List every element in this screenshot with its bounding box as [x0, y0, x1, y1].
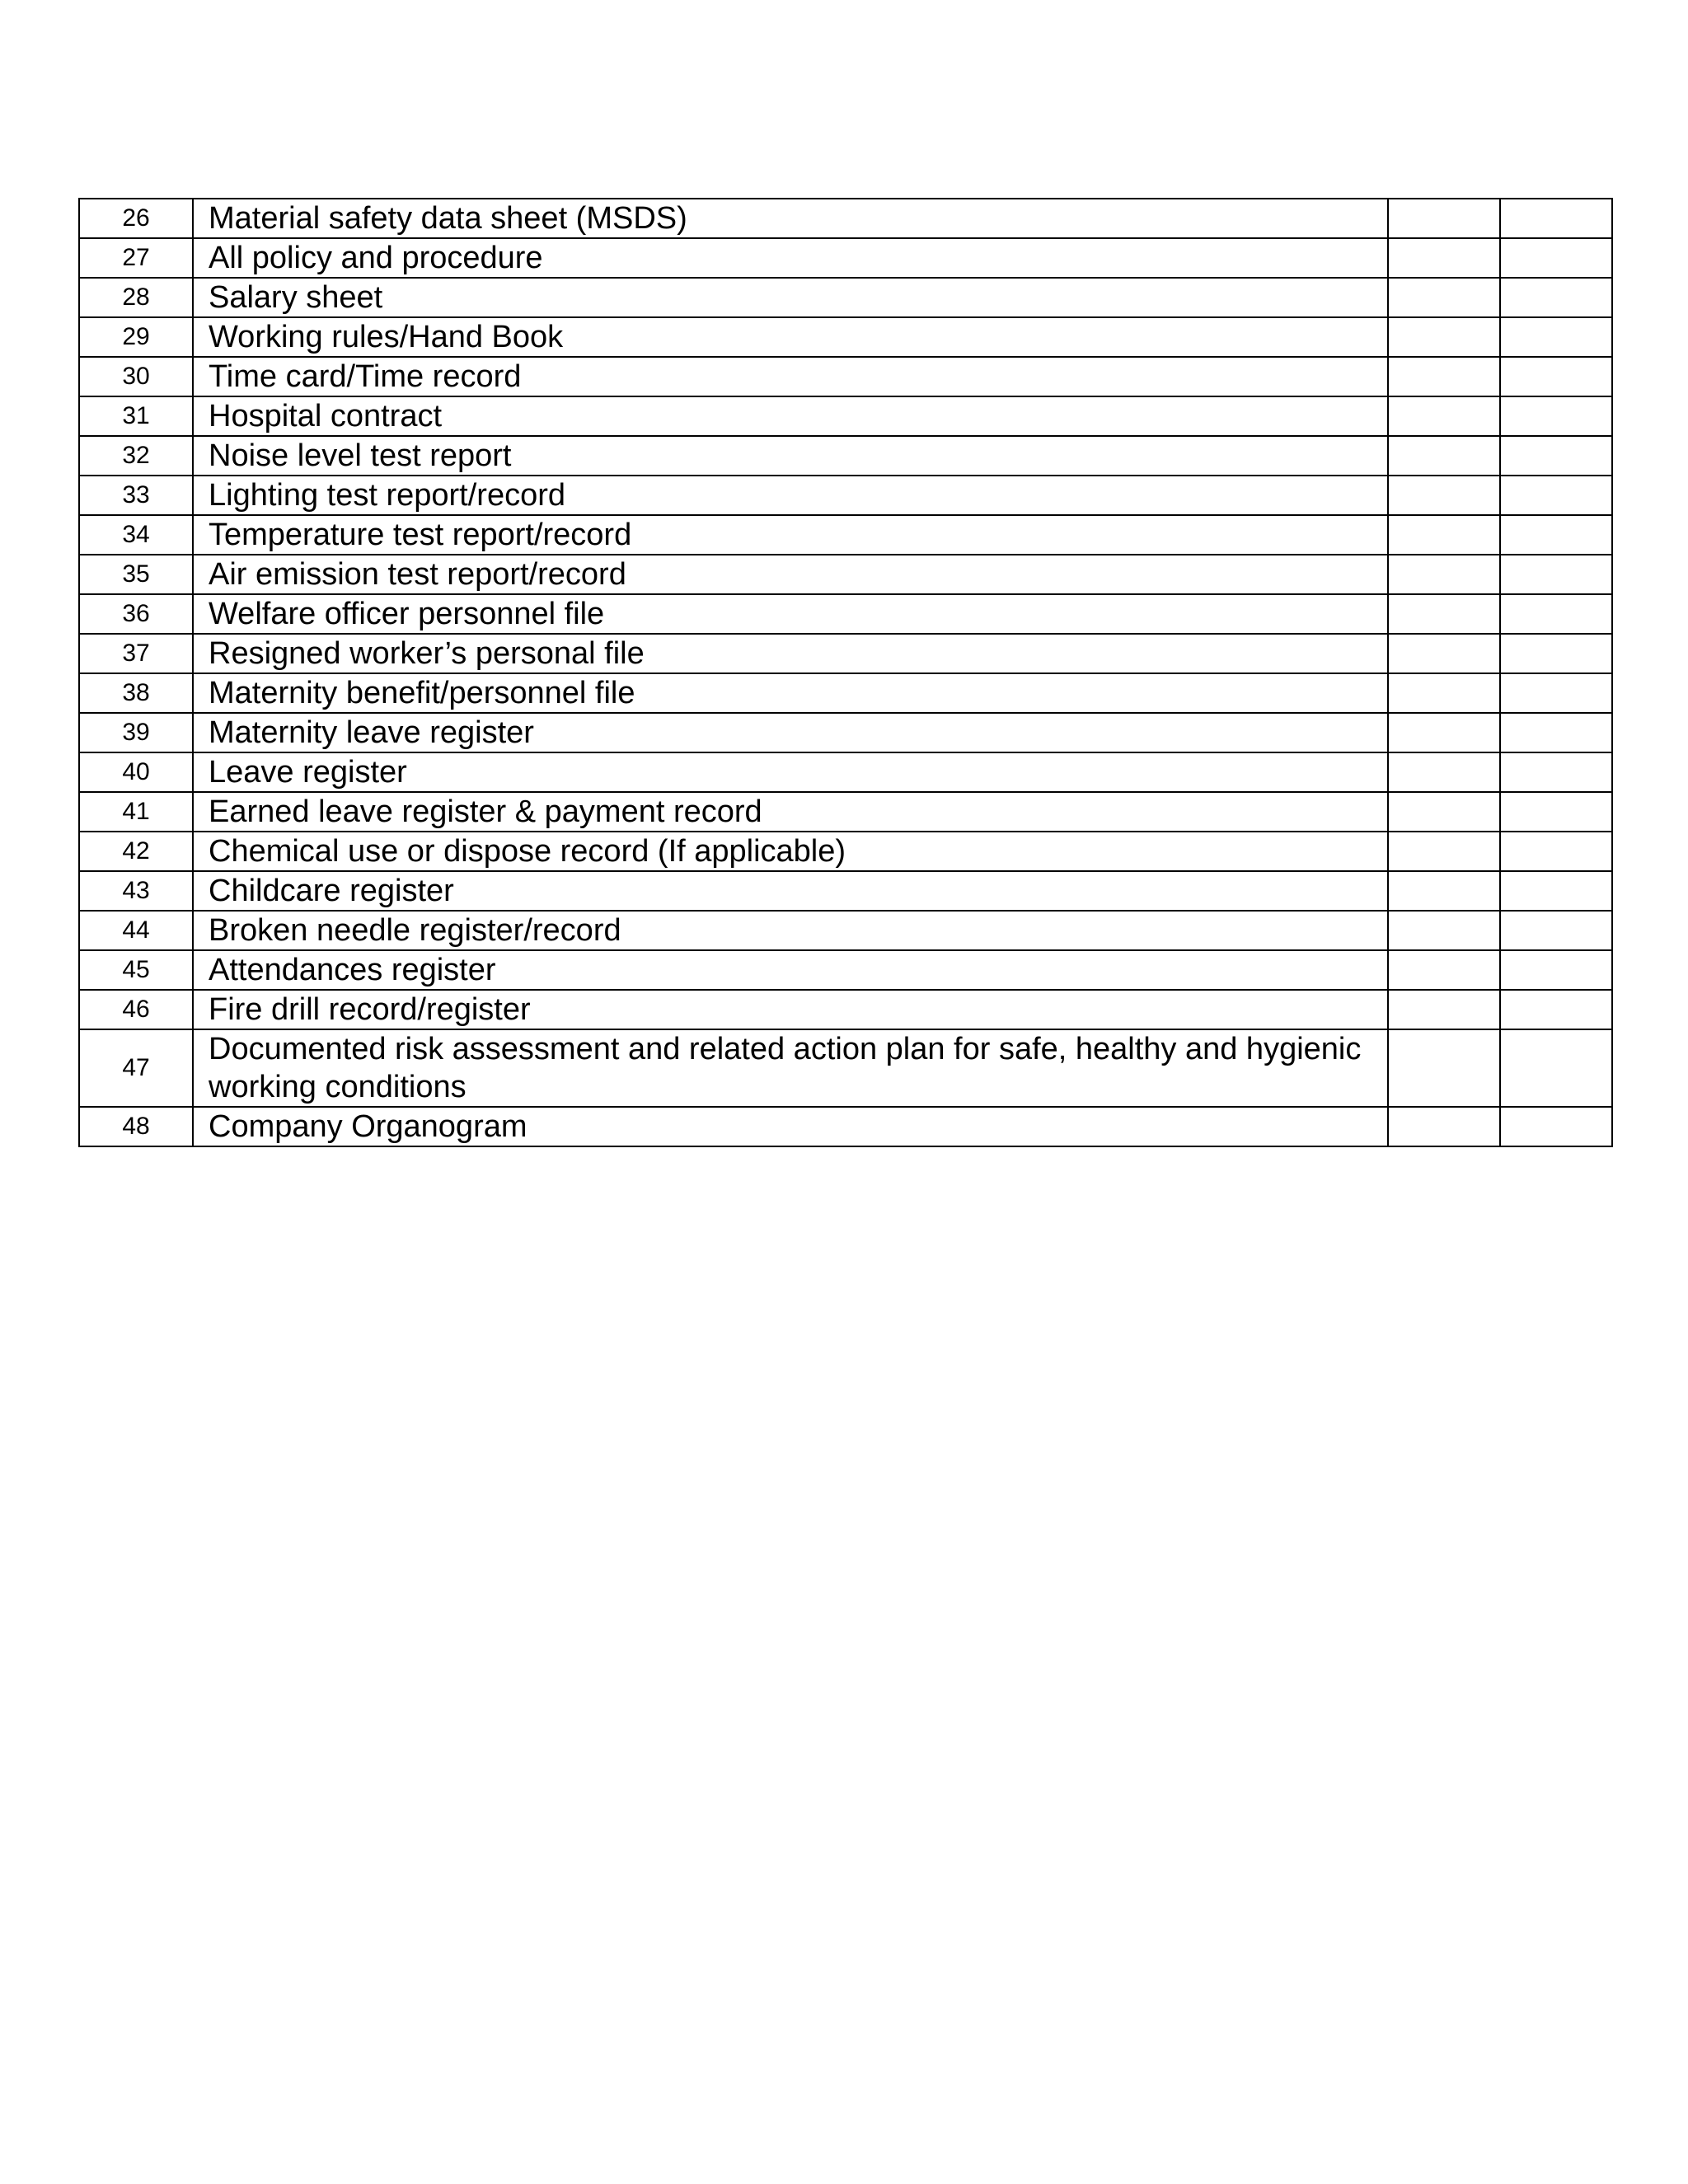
- row-number: 29: [79, 317, 193, 357]
- table-row: [79, 673, 1612, 713]
- check-cell-2: [1500, 199, 1612, 238]
- check-cell-2: [1500, 238, 1612, 278]
- table-row: [79, 832, 1612, 871]
- row-number: 33: [79, 476, 193, 515]
- table-row: [79, 278, 1612, 317]
- row-number: 45: [79, 950, 193, 990]
- check-cell-1: [1388, 792, 1500, 832]
- row-number: 26: [79, 199, 193, 238]
- check-cell-2: [1500, 792, 1612, 832]
- row-number: 46: [79, 990, 193, 1029]
- check-cell-2: [1500, 436, 1612, 476]
- check-cell-2: [1500, 476, 1612, 515]
- check-cell-1: [1388, 990, 1500, 1029]
- row-number: 42: [79, 832, 193, 871]
- check-cell-1: [1388, 238, 1500, 278]
- row-number: 34: [79, 515, 193, 555]
- check-cell-2: [1500, 317, 1612, 357]
- check-cell-1: [1388, 752, 1500, 792]
- check-cell-2: [1500, 871, 1612, 911]
- table-row: [79, 1029, 1612, 1107]
- check-cell-2: [1500, 990, 1612, 1029]
- table-row: [79, 634, 1612, 673]
- document-item: Welfare officer personnel file: [193, 594, 1388, 634]
- check-cell-2: [1500, 594, 1612, 634]
- document-item: Maternity leave register: [193, 713, 1388, 752]
- check-cell-1: [1388, 713, 1500, 752]
- check-cell-2: [1500, 555, 1612, 594]
- document-item: Material safety data sheet (MSDS): [193, 199, 1388, 238]
- check-cell-1: [1388, 436, 1500, 476]
- check-cell-2: [1500, 1107, 1612, 1146]
- document-item: Childcare register: [193, 871, 1388, 911]
- table-row: [79, 476, 1612, 515]
- check-cell-1: [1388, 555, 1500, 594]
- document-item: Salary sheet: [193, 278, 1388, 317]
- document-item: Attendances register: [193, 950, 1388, 990]
- document-item: Documented risk assessment and related action plan for safe, healthy and hygienic working conditions: [193, 1029, 1388, 1107]
- row-number: 47: [79, 1029, 193, 1107]
- table-row: [79, 990, 1612, 1029]
- check-cell-2: [1500, 832, 1612, 871]
- table-row: [79, 396, 1612, 436]
- table-row: [79, 911, 1612, 950]
- row-number: 38: [79, 673, 193, 713]
- document-item: Noise level test report: [193, 436, 1388, 476]
- check-cell-1: [1388, 199, 1500, 238]
- check-cell-1: [1388, 317, 1500, 357]
- table-row: [79, 199, 1612, 238]
- check-cell-1: [1388, 1029, 1500, 1107]
- check-cell-1: [1388, 911, 1500, 950]
- check-cell-2: [1500, 950, 1612, 990]
- table-row: [79, 317, 1612, 357]
- check-cell-1: [1388, 357, 1500, 396]
- row-number: 28: [79, 278, 193, 317]
- document-item: Leave register: [193, 752, 1388, 792]
- check-cell-2: [1500, 357, 1612, 396]
- check-cell-1: [1388, 476, 1500, 515]
- check-cell-2: [1500, 515, 1612, 555]
- table-row: [79, 713, 1612, 752]
- check-cell-1: [1388, 1107, 1500, 1146]
- table-row: [79, 238, 1612, 278]
- row-number: 31: [79, 396, 193, 436]
- table-row: [79, 871, 1612, 911]
- check-cell-1: [1388, 832, 1500, 871]
- table-row: [79, 792, 1612, 832]
- row-number: 36: [79, 594, 193, 634]
- document-item: Resigned worker’s personal file: [193, 634, 1388, 673]
- row-number: 39: [79, 713, 193, 752]
- document-item: Company Organogram: [193, 1107, 1388, 1146]
- document-item: Fire drill record/register: [193, 990, 1388, 1029]
- row-number: 41: [79, 792, 193, 832]
- document-item: Time card/Time record: [193, 357, 1388, 396]
- check-cell-1: [1388, 594, 1500, 634]
- table-row: [79, 357, 1612, 396]
- check-cell-2: [1500, 278, 1612, 317]
- document-checklist-table: [78, 198, 1613, 1147]
- check-cell-2: [1500, 396, 1612, 436]
- check-cell-1: [1388, 396, 1500, 436]
- document-item: Temperature test report/record: [193, 515, 1388, 555]
- document-item: Earned leave register & payment record: [193, 792, 1388, 832]
- row-number: 32: [79, 436, 193, 476]
- document-item: Chemical use or dispose record (If applicable): [193, 832, 1388, 871]
- row-number: 44: [79, 911, 193, 950]
- table-body: [79, 199, 1612, 1146]
- row-number: 35: [79, 555, 193, 594]
- row-number: 43: [79, 871, 193, 911]
- check-cell-1: [1388, 673, 1500, 713]
- row-number: 37: [79, 634, 193, 673]
- check-cell-2: [1500, 713, 1612, 752]
- row-number: 48: [79, 1107, 193, 1146]
- row-number: 40: [79, 752, 193, 792]
- table-row: [79, 752, 1612, 792]
- table-row: [79, 436, 1612, 476]
- check-cell-2: [1500, 1029, 1612, 1107]
- check-cell-2: [1500, 911, 1612, 950]
- document-item: Lighting test report/record: [193, 476, 1388, 515]
- document-item: All policy and procedure: [193, 238, 1388, 278]
- document-item: Broken needle register/record: [193, 911, 1388, 950]
- table-row: [79, 1107, 1612, 1146]
- document-item: Hospital contract: [193, 396, 1388, 436]
- row-number: 30: [79, 357, 193, 396]
- table-row: [79, 950, 1612, 990]
- document-item: Working rules/Hand Book: [193, 317, 1388, 357]
- check-cell-2: [1500, 752, 1612, 792]
- check-cell-1: [1388, 278, 1500, 317]
- document-item: Maternity benefit/personnel file: [193, 673, 1388, 713]
- row-number: 27: [79, 238, 193, 278]
- table-row: [79, 555, 1612, 594]
- check-cell-1: [1388, 634, 1500, 673]
- check-cell-1: [1388, 871, 1500, 911]
- check-cell-2: [1500, 673, 1612, 713]
- table-row: [79, 515, 1612, 555]
- document-item: Air emission test report/record: [193, 555, 1388, 594]
- table-row: [79, 594, 1612, 634]
- check-cell-2: [1500, 634, 1612, 673]
- check-cell-1: [1388, 950, 1500, 990]
- check-cell-1: [1388, 515, 1500, 555]
